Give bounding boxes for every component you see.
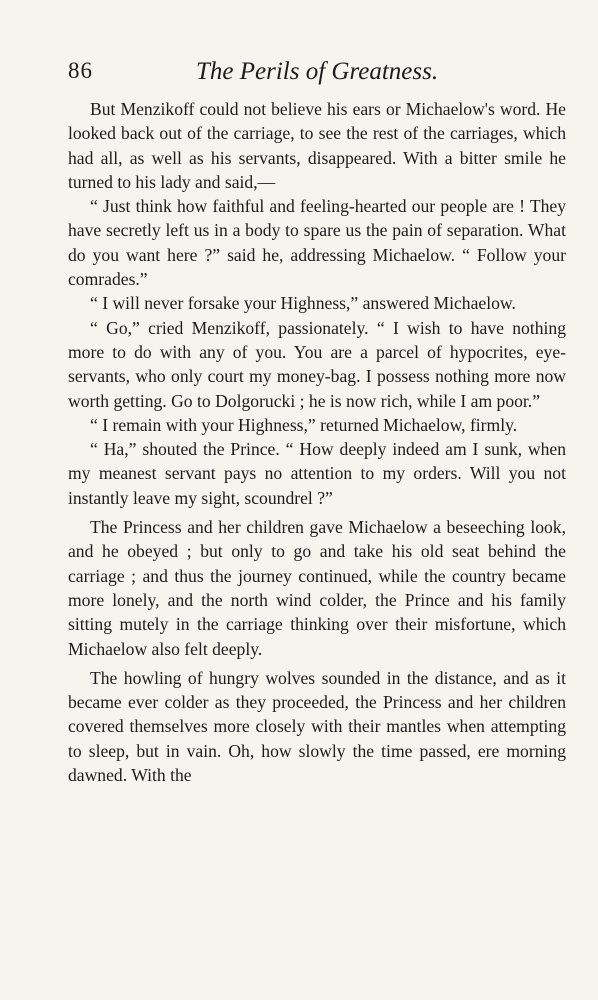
paragraph: “ Ha,” shouted the Prince. “ How deeply indeed am I sunk, when my meanest servant pays no attention to my orders. Will you not instantly leave my sight, scoundrel ?” <box>68 439 566 508</box>
paragraph: “ I remain with your Highness,” returned Michaelow, firmly. <box>90 414 518 435</box>
paragraph: The Princess and her children gave Michaelow a beseeching look, and he obeyed ; but only to go and take his old seat behind the carriage ; and thus the journey continued, while the country became more lonely, and the north wind colder, the Prince and his family sitting mutely in the carriage thinking over their misfortune, which Michaelow also felt deeply. <box>68 517 566 659</box>
body-text <box>68 97 566 787</box>
paragraph: “ Just think how faithful and feeling-hearted our people are ! They have secretly left us in a body to spare us the pain of separation. What do you want here ?” said he, addressing Michaelow. “ Follow your comrades.” <box>68 196 566 290</box>
paragraph: “ Go,” cried Menzikoff, passionately. “ I wish to have nothing more to do with any of you. You are a parcel of hypocrites, eye-servants, who only court my money-bag. I possess nothing more now worth getting. Go to Dolgorucki ; he is now rich, while I am poor.” <box>68 317 566 411</box>
paragraph: “ I will never forsake your Highness,” answered Michaelow. <box>90 293 516 314</box>
paragraph: The howling of hungry wolves sounded in the distance, and as it became ever colder as they proceeded, the Princess and her children covered themselves more closely with their mantles when attempting to sleep, but in vain. Oh, how slowly the time passed, ere morning dawned. With the <box>68 667 566 786</box>
paragraph: But Menzikoff could not believe his ears or Michaelow's word. He looked back out of the carriage, to see the rest of the carriages, which had all, as well as his servants, disappeared. With a bitter smile he turned to his lady and said,— <box>68 99 566 192</box>
page-header <box>68 58 558 94</box>
running-title: The Perils of Greatness. <box>196 58 439 85</box>
page-number: 86 <box>68 58 93 83</box>
